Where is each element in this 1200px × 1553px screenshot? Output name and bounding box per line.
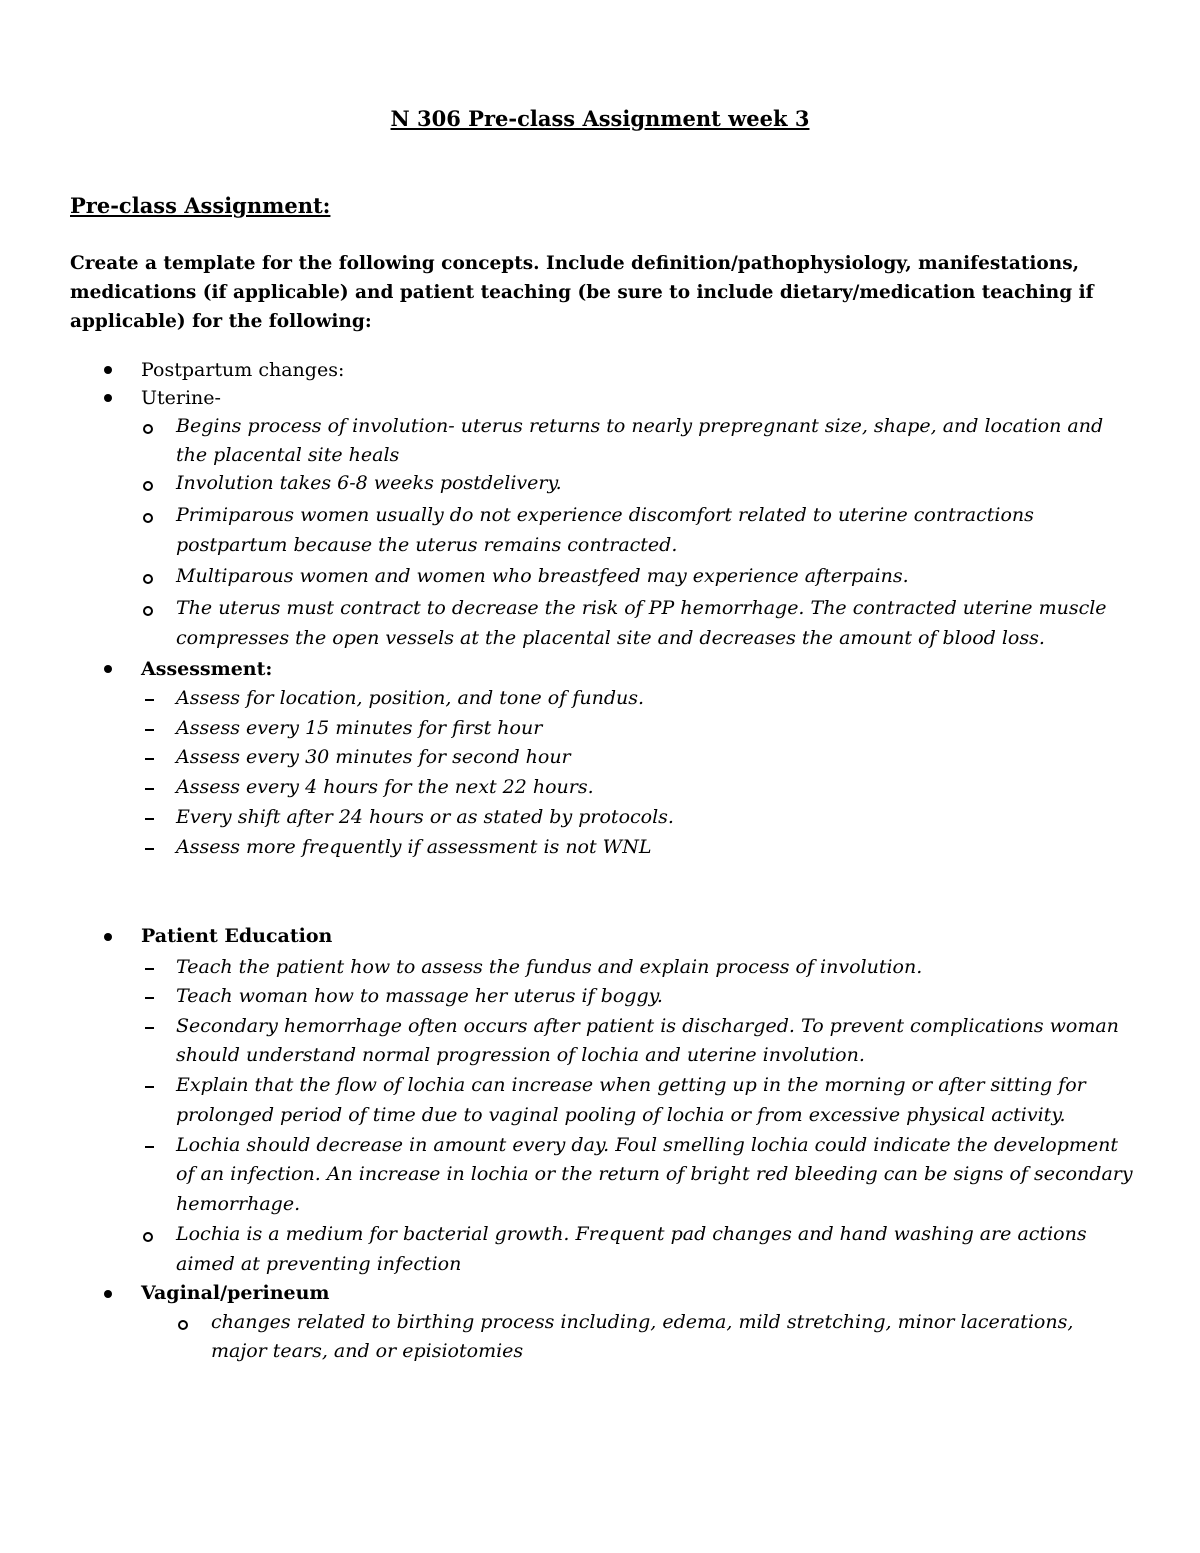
dash-bullet-icon: [145, 848, 154, 850]
list-item: Secondary hemorrhage often occurs after patient is discharged. To prevent complications woman: [176, 1015, 1119, 1037]
list-item: Lochia is a medium for bacterial growth. Frequent pad changes and hand washing are actions: [176, 1223, 1087, 1245]
dash-bullet-icon: [145, 997, 154, 999]
list-item: Assess for location, position, and tone of fundus.: [176, 687, 645, 709]
dash-bullet-icon: [145, 1027, 154, 1029]
list-item-vaginal-perineum: Vaginal/perineum: [141, 1282, 330, 1304]
dash-bullet-icon: [145, 1146, 154, 1148]
section-heading: Pre-class Assignment:: [70, 193, 331, 218]
list-item-continuation: of an infection. An increase in lochia or the return of bright red bleeding can be signs of secondary: [176, 1163, 1133, 1185]
list-item-continuation: postpartum because the uterus remains contracted.: [176, 534, 678, 556]
dash-bullet-icon: [145, 1086, 154, 1088]
dash-bullet-icon: [145, 699, 154, 701]
bullet-icon: [104, 366, 112, 374]
list-item: changes related to birthing process including, edema, mild stretching, minor lacerations,: [211, 1311, 1074, 1333]
dash-bullet-icon: [145, 729, 154, 731]
list-item: Assess more frequently if assessment is not WNL: [176, 836, 652, 858]
circle-bullet-icon: [143, 1232, 153, 1242]
list-item: Lochia should decrease in amount every day. Foul smelling lochia could indicate the development: [176, 1134, 1119, 1156]
bullet-icon: [104, 665, 112, 673]
list-item: Teach woman how to massage her uterus if boggy.: [176, 985, 663, 1007]
dash-bullet-icon: [145, 758, 154, 760]
list-item-continuation: the placental site heals: [176, 444, 400, 466]
document-title: N 306 Pre-class Assignment week 3: [390, 106, 810, 131]
list-item: Involution takes 6-8 weeks postdelivery.: [176, 472, 562, 494]
bullet-icon: [104, 394, 112, 402]
list-item-uterine: Uterine-: [141, 387, 221, 409]
list-item: The uterus must contract to decrease the risk of PP hemorrhage. The contracted uterine muscle: [176, 597, 1107, 619]
list-item-continuation: prolonged period of time due to vaginal pooling of lochia or from excessive physical activity.: [176, 1104, 1066, 1126]
circle-bullet-icon: [178, 1320, 188, 1330]
bullet-icon: [104, 933, 112, 941]
list-item: Teach the patient how to assess the fundus and explain process of involution.: [176, 956, 923, 978]
list-item-continuation: major tears, and or episiotomies: [211, 1340, 524, 1362]
circle-bullet-icon: [143, 481, 153, 491]
list-item-continuation: aimed at preventing infection: [176, 1253, 462, 1275]
list-item-assessment: Assessment:: [141, 658, 273, 680]
dash-bullet-icon: [145, 788, 154, 790]
circle-bullet-icon: [143, 513, 153, 523]
list-item: Assess every 15 minutes for first hour: [176, 717, 543, 739]
dash-bullet-icon: [145, 968, 154, 970]
dash-bullet-icon: [145, 818, 154, 820]
list-item-continuation: should understand normal progression of lochia and uterine involution.: [176, 1044, 865, 1066]
list-item: Every shift after 24 hours or as stated by protocols.: [176, 806, 674, 828]
list-item: Assess every 30 minutes for second hour: [176, 746, 571, 768]
circle-bullet-icon: [143, 424, 153, 434]
list-item: Begins process of involution- uterus returns to nearly prepregnant size, shape, and location and: [176, 415, 1104, 437]
list-item: Assess every 4 hours for the next 22 hours.: [176, 776, 594, 798]
list-item: Multiparous women and women who breastfeed may experience afterpains.: [176, 565, 909, 587]
bullet-icon: [104, 1290, 112, 1298]
list-item-patient-education: Patient Education: [141, 925, 333, 947]
list-item: Primiparous women usually do not experience discomfort related to uterine contractions: [176, 504, 1034, 526]
intro-paragraph: Create a template for the following concepts. Include definition/pathophysiology, manifestations, medications (if applicable) and patient teaching (be sure to include dietary/medication teaching if applicable) for the following:: [70, 253, 1094, 332]
list-item-postpartum: Postpartum changes:: [141, 359, 345, 381]
list-item-continuation: hemorrhage.: [176, 1193, 301, 1215]
list-item-continuation: compresses the open vessels at the placental site and decreases the amount of blood loss.: [176, 627, 1045, 649]
list-item: Explain that the flow of lochia can increase when getting up in the morning or after sitting for: [176, 1074, 1086, 1096]
circle-bullet-icon: [143, 574, 153, 584]
circle-bullet-icon: [143, 606, 153, 616]
